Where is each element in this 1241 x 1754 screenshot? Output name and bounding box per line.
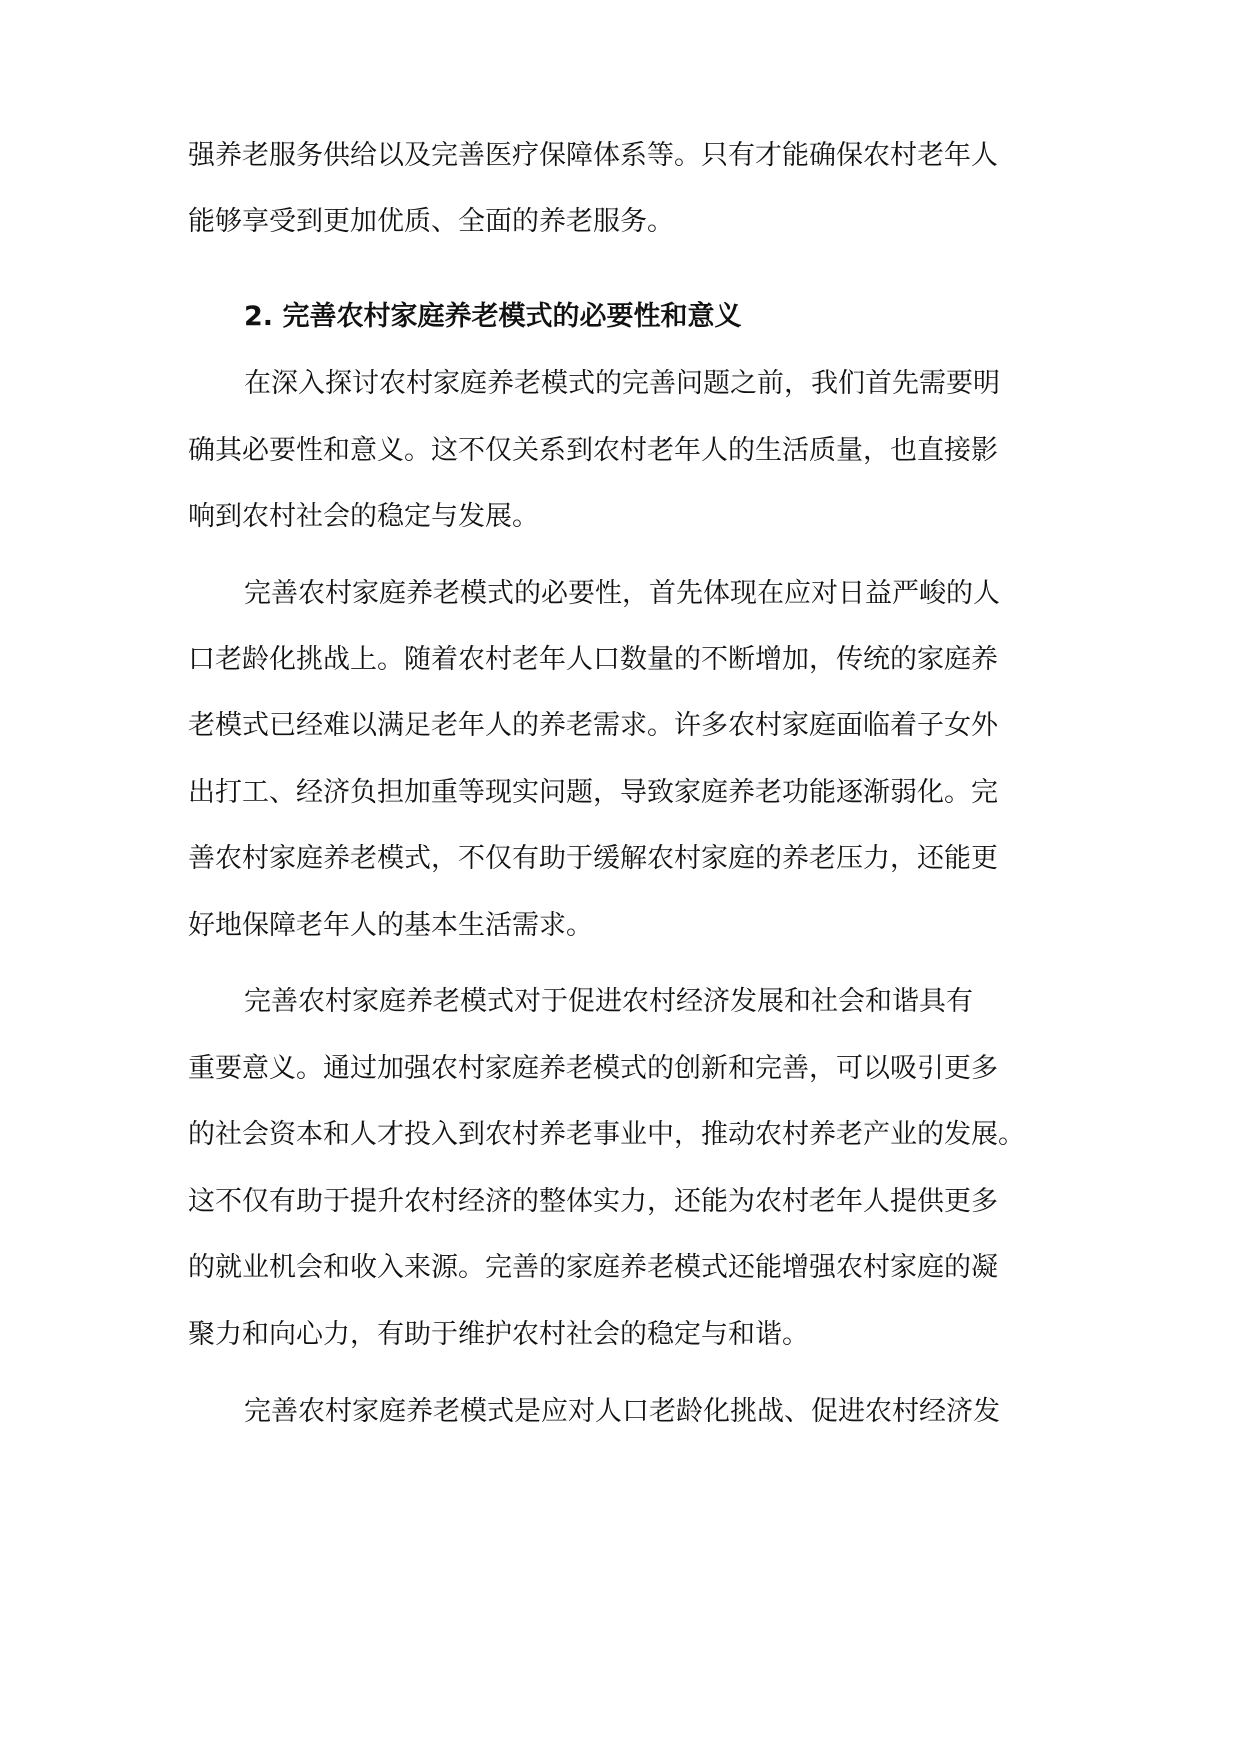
paragraph-significance-line-2: 重要意义。通过加强农村家庭养老模式的创新和完善，可以吸引更多 (188, 1053, 998, 1084)
paragraph-necessity-line-2: 口老龄化挑战上。随着农村老年人口数量的不断增加，传统的家庭养 (188, 644, 998, 675)
paragraph-significance-line-4: 这不仅有助于提升农村经济的整体实力，还能为农村老年人提供更多 (188, 1186, 998, 1217)
paragraph-significance-line-1: 完善农村家庭养老模式对于促进农村经济发展和社会和谐具有 (244, 986, 973, 1017)
paragraph-intro-line-1: 在深入探讨农村家庭养老模式的完善问题之前，我们首先需要明 (244, 368, 1000, 399)
paragraph-necessity-line-6: 好地保障老年人的基本生活需求。 (188, 910, 593, 941)
section-heading: 2. 完善农村家庭养老模式的必要性和意义 (244, 301, 742, 332)
paragraph-significance-line-3: 的社会资本和人才投入到农村养老事业中，推动农村养老产业的发展。 (188, 1119, 1025, 1150)
paragraph-necessity-line-5: 善农村家庭养老模式，不仅有助于缓解农村家庭的养老压力，还能更 (188, 843, 998, 874)
paragraph-significance-line-5: 的就业机会和收入来源。完善的家庭养老模式还能增强农村家庭的凝 (188, 1252, 998, 1283)
paragraph-intro-line-2: 确其必要性和意义。这不仅关系到农村老年人的生活质量，也直接影 (188, 435, 998, 466)
paragraph-significance-line-6: 聚力和向心力，有助于维护农村社会的稳定与和谐。 (188, 1319, 809, 1350)
paragraph-conclusion-line-1: 完善农村家庭养老模式是应对人口老龄化挑战、促进农村经济发 (244, 1396, 1000, 1427)
paragraph-necessity-line-1: 完善农村家庭养老模式的必要性，首先体现在应对日益严峻的人 (244, 578, 1000, 609)
paragraph-continued-line-2: 能够享受到更加优质、全面的养老服务。 (188, 206, 674, 237)
paragraph-necessity-line-4: 出打工、经济负担加重等现实问题，导致家庭养老功能逐渐弱化。完 (188, 777, 998, 808)
paragraph-intro-line-3: 响到农村社会的稳定与发展。 (188, 501, 539, 532)
paragraph-necessity-line-3: 老模式已经难以满足老年人的养老需求。许多农村家庭面临着子女外 (188, 710, 998, 741)
paragraph-continued-line-1: 强养老服务供给以及完善医疗保障体系等。只有才能确保农村老年人 (188, 140, 998, 171)
